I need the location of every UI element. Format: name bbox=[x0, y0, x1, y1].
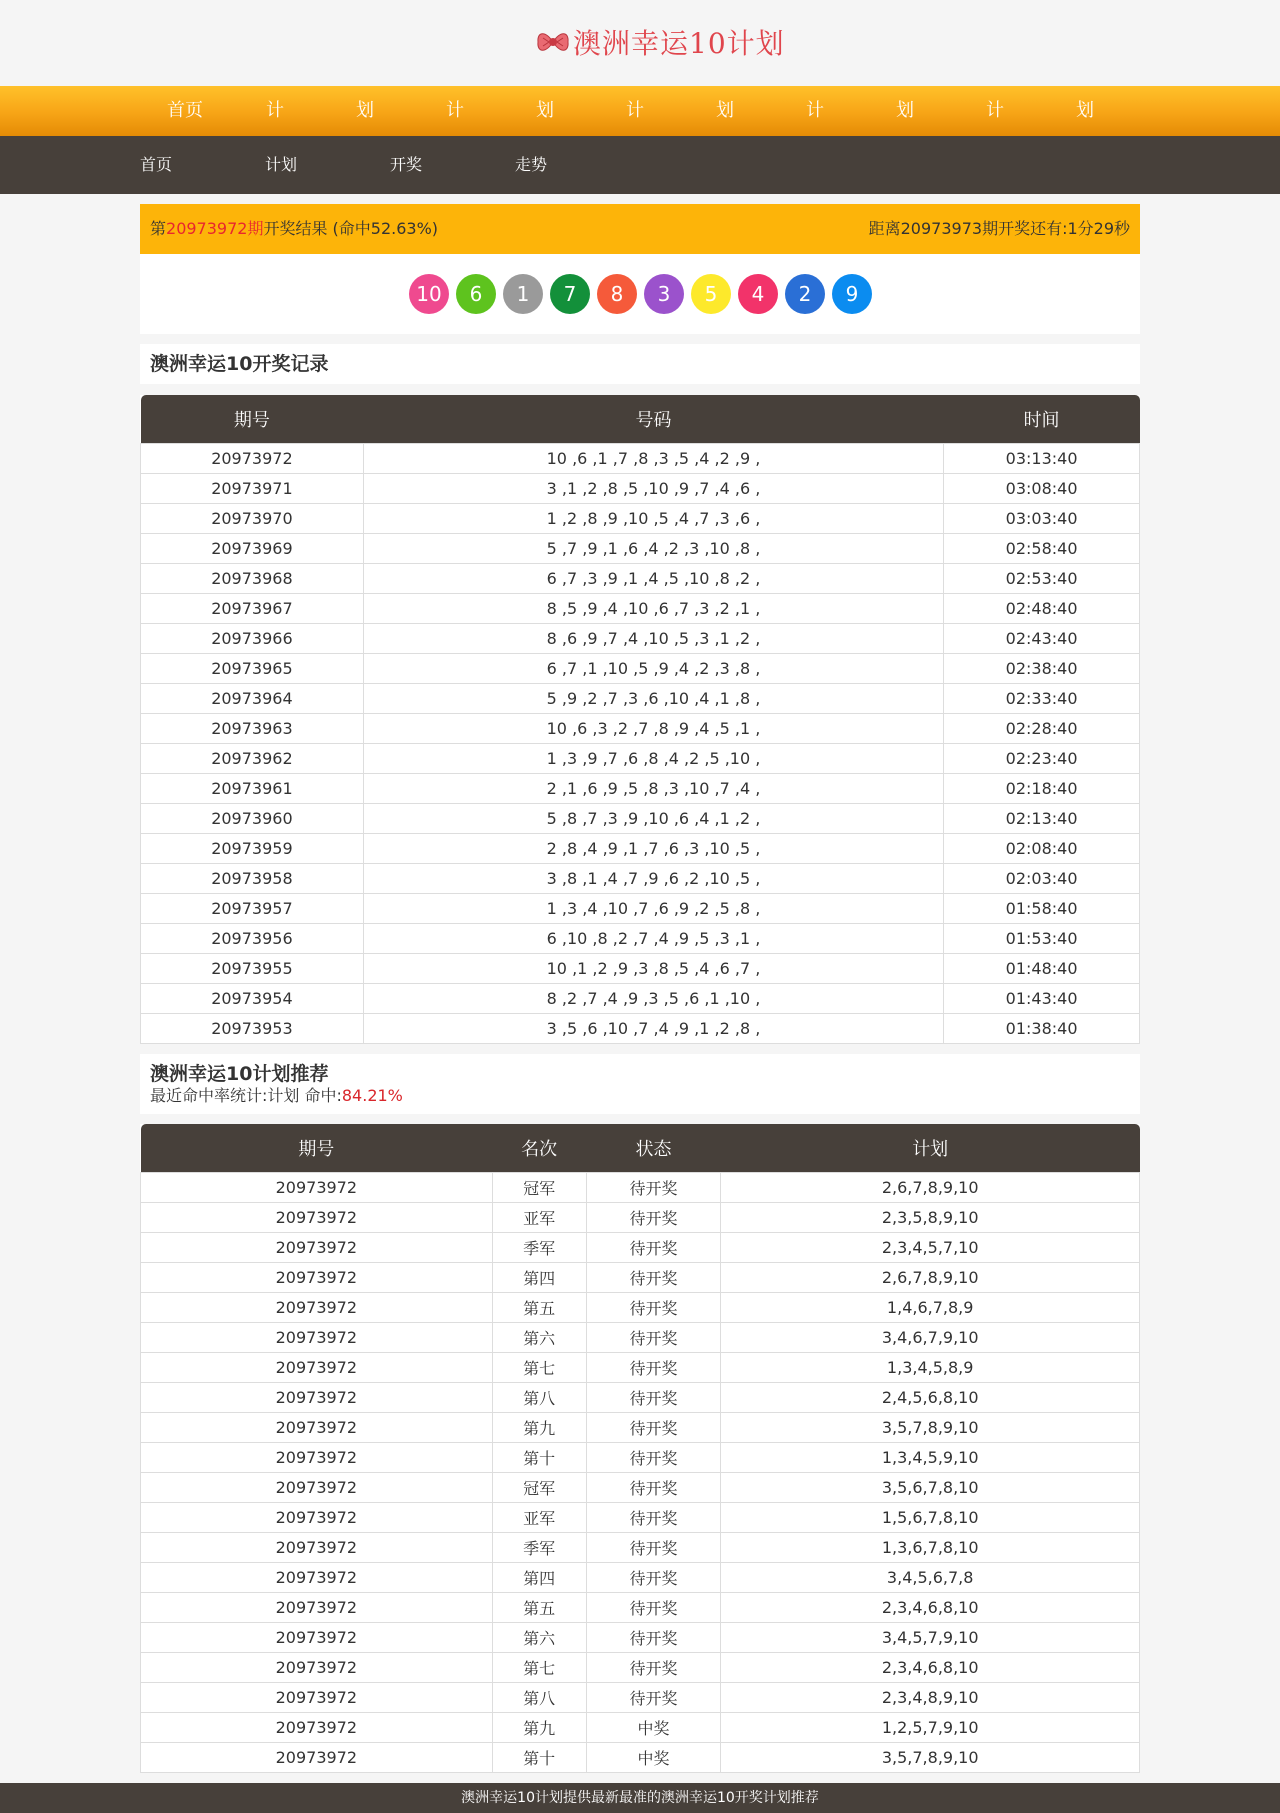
table-cell: 冠军 bbox=[492, 1472, 586, 1502]
main-nav-item[interactable]: 划 bbox=[896, 100, 914, 121]
table-cell: 20973972 bbox=[141, 1502, 493, 1532]
table-row bbox=[141, 1532, 1140, 1562]
table-cell: 2 ,8 ,4 ,9 ,1 ,7 ,6 ,3 ,10 ,5 , bbox=[363, 833, 943, 863]
table-cell: 2,4,5,6,8,10 bbox=[721, 1382, 1140, 1412]
col-position: 名次 bbox=[521, 1138, 558, 1160]
table-cell: 第六 bbox=[492, 1622, 586, 1652]
draw-ball: 10 bbox=[409, 274, 449, 314]
table-cell: 20973972 bbox=[141, 1352, 493, 1382]
table-cell: 待开奖 bbox=[586, 1352, 721, 1382]
table-cell: 3 ,8 ,1 ,4 ,7 ,9 ,6 ,2 ,10 ,5 , bbox=[363, 863, 943, 893]
table-row bbox=[141, 1382, 1140, 1412]
table-cell: 第九 bbox=[492, 1712, 586, 1742]
table-cell: 8 ,5 ,9 ,4 ,10 ,6 ,7 ,3 ,2 ,1 , bbox=[363, 593, 943, 623]
table-row bbox=[141, 923, 1140, 953]
table-row bbox=[141, 1652, 1140, 1682]
table-cell: 03:08:40 bbox=[944, 473, 1140, 503]
table-cell: 8 ,2 ,7 ,4 ,9 ,3 ,5 ,6 ,1 ,10 , bbox=[363, 983, 943, 1013]
table-cell: 2,6,7,8,9,10 bbox=[721, 1172, 1140, 1202]
table-cell: 20973972 bbox=[141, 1712, 493, 1742]
table-cell: 2,3,4,8,9,10 bbox=[721, 1682, 1140, 1712]
table-cell: 10 ,6 ,1 ,7 ,8 ,3 ,5 ,4 ,2 ,9 , bbox=[363, 443, 943, 473]
table-row bbox=[141, 803, 1140, 833]
table-cell: 待开奖 bbox=[586, 1622, 721, 1652]
table-cell: 20973959 bbox=[141, 833, 364, 863]
history-section-header bbox=[140, 344, 1140, 384]
draw-ball: 4 bbox=[738, 274, 778, 314]
table-row bbox=[141, 1622, 1140, 1652]
table-row bbox=[141, 1172, 1140, 1202]
table-row bbox=[141, 563, 1140, 593]
table-row bbox=[141, 533, 1140, 563]
table-row bbox=[141, 443, 1140, 473]
plan-table bbox=[140, 1124, 1140, 1773]
table-cell: 20973972 bbox=[141, 1742, 493, 1772]
table-cell: 2,3,4,5,7,10 bbox=[721, 1232, 1140, 1262]
table-cell: 20973972 bbox=[141, 1472, 493, 1502]
table-cell: 1,3,4,5,9,10 bbox=[721, 1442, 1140, 1472]
table-cell: 20973967 bbox=[141, 593, 364, 623]
draw-ball: 1 bbox=[503, 274, 543, 314]
table-row bbox=[141, 1013, 1140, 1043]
table-cell: 待开奖 bbox=[586, 1502, 721, 1532]
col-status: 状态 bbox=[635, 1138, 672, 1160]
table-cell: 待开奖 bbox=[586, 1202, 721, 1232]
table-cell: 待开奖 bbox=[586, 1412, 721, 1442]
table-cell: 20973954 bbox=[141, 983, 364, 1013]
table-cell: 3,5,7,8,9,10 bbox=[721, 1742, 1140, 1772]
table-cell: 01:58:40 bbox=[944, 893, 1140, 923]
table-cell: 待开奖 bbox=[586, 1232, 721, 1262]
table-cell: 20973972 bbox=[141, 443, 364, 473]
table-cell: 待开奖 bbox=[586, 1172, 721, 1202]
table-row bbox=[141, 1742, 1140, 1772]
table-cell: 6 ,10 ,8 ,2 ,7 ,4 ,9 ,5 ,3 ,1 , bbox=[363, 923, 943, 953]
table-cell: 02:38:40 bbox=[944, 653, 1140, 683]
table-cell: 01:48:40 bbox=[944, 953, 1140, 983]
table-row bbox=[141, 1202, 1140, 1232]
table-cell: 02:43:40 bbox=[944, 623, 1140, 653]
sub-nav-item[interactable]: 计划 bbox=[265, 155, 298, 174]
table-cell: 5 ,7 ,9 ,1 ,6 ,4 ,2 ,3 ,10 ,8 , bbox=[363, 533, 943, 563]
draw-ball: 8 bbox=[597, 274, 637, 314]
table-cell: 20973960 bbox=[141, 803, 364, 833]
table-cell: 02:03:40 bbox=[944, 863, 1140, 893]
col-time: 时间 bbox=[1023, 409, 1060, 431]
table-row bbox=[141, 1682, 1140, 1712]
sub-nav-item[interactable]: 首页 bbox=[140, 155, 173, 174]
table-cell: 亚军 bbox=[492, 1202, 586, 1232]
table-cell: 20973972 bbox=[141, 1562, 493, 1592]
table-row bbox=[141, 863, 1140, 893]
table-cell: 冠军 bbox=[492, 1172, 586, 1202]
table-cell: 02:13:40 bbox=[944, 803, 1140, 833]
table-row bbox=[141, 1472, 1140, 1502]
draw-status-bar bbox=[140, 204, 1140, 254]
table-cell: 1,5,6,7,8,10 bbox=[721, 1502, 1140, 1532]
table-cell: 中奖 bbox=[586, 1712, 721, 1742]
table-cell: 20973958 bbox=[141, 863, 364, 893]
table-row bbox=[141, 683, 1140, 713]
table-cell: 20973955 bbox=[141, 953, 364, 983]
plan-header-row bbox=[141, 1124, 1140, 1172]
table-row bbox=[141, 1592, 1140, 1622]
table-cell: 20973961 bbox=[141, 773, 364, 803]
table-cell: 第五 bbox=[492, 1592, 586, 1622]
table-cell: 20973970 bbox=[141, 503, 364, 533]
table-cell: 3 ,5 ,6 ,10 ,7 ,4 ,9 ,1 ,2 ,8 , bbox=[363, 1013, 943, 1043]
main-nav-item[interactable]: 划 bbox=[1076, 100, 1094, 121]
site-logo[interactable] bbox=[535, 22, 785, 62]
col-numbers: 号码 bbox=[635, 409, 672, 431]
footer: 澳洲幸运10计划提供最新最准的澳洲幸运10开奖计划推荐 bbox=[0, 1783, 1280, 1813]
table-row bbox=[141, 833, 1140, 863]
table-row bbox=[141, 953, 1140, 983]
main-nav bbox=[0, 86, 1280, 136]
table-cell: 2,6,7,8,9,10 bbox=[721, 1262, 1140, 1292]
table-row bbox=[141, 713, 1140, 743]
table-row bbox=[141, 1232, 1140, 1262]
status-prefix: 第 bbox=[150, 219, 167, 238]
table-cell: 待开奖 bbox=[586, 1262, 721, 1292]
table-cell: 待开奖 bbox=[586, 1532, 721, 1562]
table-cell: 季军 bbox=[492, 1232, 586, 1262]
table-cell: 1,3,6,7,8,10 bbox=[721, 1532, 1140, 1562]
table-cell: 2,3,4,6,8,10 bbox=[721, 1652, 1140, 1682]
table-cell: 1 ,3 ,9 ,7 ,6 ,8 ,4 ,2 ,5 ,10 , bbox=[363, 743, 943, 773]
table-cell: 02:48:40 bbox=[944, 593, 1140, 623]
table-cell: 待开奖 bbox=[586, 1652, 721, 1682]
table-row bbox=[141, 1292, 1140, 1322]
table-cell: 1,4,6,7,8,9 bbox=[721, 1292, 1140, 1322]
table-cell: 中奖 bbox=[586, 1742, 721, 1772]
draw-ball: 5 bbox=[691, 274, 731, 314]
table-cell: 5 ,8 ,7 ,3 ,9 ,10 ,6 ,4 ,1 ,2 , bbox=[363, 803, 943, 833]
table-cell: 第四 bbox=[492, 1562, 586, 1592]
table-cell: 2,3,5,8,9,10 bbox=[721, 1202, 1140, 1232]
table-cell: 20973966 bbox=[141, 623, 364, 653]
table-cell: 20973972 bbox=[141, 1262, 493, 1292]
plan-section-header bbox=[140, 1054, 1140, 1114]
table-cell: 第六 bbox=[492, 1322, 586, 1352]
main-nav-item[interactable]: 划 bbox=[536, 100, 554, 121]
current-issue: 20973972 bbox=[166, 219, 248, 238]
table-cell: 20973972 bbox=[141, 1382, 493, 1412]
table-cell: 第八 bbox=[492, 1682, 586, 1712]
table-cell: 20973968 bbox=[141, 563, 364, 593]
table-row bbox=[141, 1262, 1140, 1292]
main-nav-item[interactable]: 首页 bbox=[167, 100, 203, 121]
main-nav-item[interactable]: 划 bbox=[716, 100, 734, 121]
table-cell: 20973957 bbox=[141, 893, 364, 923]
table-cell: 20973963 bbox=[141, 713, 364, 743]
next-draw-countdown: 距离20973973期开奖还有:1分29秒 bbox=[868, 219, 1130, 238]
table-cell: 20973972 bbox=[141, 1172, 493, 1202]
table-cell: 20973972 bbox=[141, 1652, 493, 1682]
table-cell: 6 ,7 ,3 ,9 ,1 ,4 ,5 ,10 ,8 ,2 , bbox=[363, 563, 943, 593]
table-cell: 20973971 bbox=[141, 473, 364, 503]
table-cell: 待开奖 bbox=[586, 1682, 721, 1712]
table-row bbox=[141, 1322, 1140, 1352]
table-cell: 6 ,7 ,1 ,10 ,5 ,9 ,4 ,2 ,3 ,8 , bbox=[363, 653, 943, 683]
history-table bbox=[140, 395, 1140, 1044]
table-cell: 8 ,6 ,9 ,7 ,4 ,10 ,5 ,3 ,1 ,2 , bbox=[363, 623, 943, 653]
table-row bbox=[141, 593, 1140, 623]
draw-ball: 7 bbox=[550, 274, 590, 314]
history-title: 澳洲幸运10开奖记录 bbox=[150, 353, 329, 375]
table-cell: 20973965 bbox=[141, 653, 364, 683]
status-mid: 期 bbox=[247, 219, 264, 238]
table-row bbox=[141, 743, 1140, 773]
main-nav-item[interactable]: 计 bbox=[806, 100, 824, 121]
table-cell: 20973972 bbox=[141, 1412, 493, 1442]
table-row bbox=[141, 1502, 1140, 1532]
table-cell: 待开奖 bbox=[586, 1472, 721, 1502]
table-cell: 20973972 bbox=[141, 1202, 493, 1232]
table-cell: 20973972 bbox=[141, 1322, 493, 1352]
bow-icon bbox=[535, 24, 571, 60]
plan-hit-rate bbox=[150, 1086, 1130, 1106]
status-suffix: 开奖结果 (命中52.63%) bbox=[263, 219, 439, 238]
table-cell: 03:13:40 bbox=[944, 443, 1140, 473]
col-issue: 期号 bbox=[233, 409, 270, 431]
table-cell: 第十 bbox=[492, 1442, 586, 1472]
table-cell: 20973972 bbox=[141, 1292, 493, 1322]
table-cell: 20973964 bbox=[141, 683, 364, 713]
table-cell: 第五 bbox=[492, 1292, 586, 1322]
table-cell: 01:53:40 bbox=[944, 923, 1140, 953]
table-cell: 3,5,7,8,9,10 bbox=[721, 1412, 1140, 1442]
table-cell: 第七 bbox=[492, 1352, 586, 1382]
table-cell: 季军 bbox=[492, 1532, 586, 1562]
table-row bbox=[141, 773, 1140, 803]
table-row bbox=[141, 473, 1140, 503]
table-cell: 20973972 bbox=[141, 1592, 493, 1622]
sub-nav-item[interactable]: 开奖 bbox=[390, 155, 423, 174]
table-cell: 待开奖 bbox=[586, 1562, 721, 1592]
table-cell: 3,4,6,7,9,10 bbox=[721, 1322, 1140, 1352]
table-cell: 3 ,1 ,2 ,8 ,5 ,10 ,9 ,7 ,4 ,6 , bbox=[363, 473, 943, 503]
table-cell: 待开奖 bbox=[586, 1442, 721, 1472]
table-cell: 2,3,4,6,8,10 bbox=[721, 1592, 1140, 1622]
sub-nav bbox=[0, 136, 1280, 194]
table-cell: 第四 bbox=[492, 1262, 586, 1292]
table-cell: 第七 bbox=[492, 1652, 586, 1682]
table-cell: 1,3,4,5,8,9 bbox=[721, 1352, 1140, 1382]
table-cell: 20973972 bbox=[141, 1682, 493, 1712]
main-nav-item[interactable]: 计 bbox=[626, 100, 644, 121]
draw-ball: 3 bbox=[644, 274, 684, 314]
table-cell: 第十 bbox=[492, 1742, 586, 1772]
table-cell: 20973953 bbox=[141, 1013, 364, 1043]
table-cell: 02:53:40 bbox=[944, 563, 1140, 593]
table-row bbox=[141, 653, 1140, 683]
last-draw-result bbox=[150, 204, 438, 254]
draw-balls-panel bbox=[140, 254, 1140, 334]
table-cell: 3,4,5,6,7,8 bbox=[721, 1562, 1140, 1592]
col-plan: 计划 bbox=[912, 1138, 949, 1160]
table-cell: 20973969 bbox=[141, 533, 364, 563]
table-cell: 1 ,3 ,4 ,10 ,7 ,6 ,9 ,2 ,5 ,8 , bbox=[363, 893, 943, 923]
table-row bbox=[141, 1442, 1140, 1472]
draw-ball: 2 bbox=[785, 274, 825, 314]
main-nav-item[interactable]: 计 bbox=[266, 100, 284, 121]
logo-bar bbox=[0, 0, 1280, 86]
table-cell: 20973972 bbox=[141, 1532, 493, 1562]
main-nav-item[interactable]: 划 bbox=[356, 100, 374, 121]
table-cell: 02:33:40 bbox=[944, 683, 1140, 713]
table-cell: 02:28:40 bbox=[944, 713, 1140, 743]
table-cell: 1,2,5,7,9,10 bbox=[721, 1712, 1140, 1742]
table-cell: 02:58:40 bbox=[944, 533, 1140, 563]
plan-title: 澳洲幸运10计划推荐 bbox=[150, 1063, 329, 1085]
table-cell: 第九 bbox=[492, 1412, 586, 1442]
table-cell: 10 ,1 ,2 ,9 ,3 ,8 ,5 ,4 ,6 ,7 , bbox=[363, 953, 943, 983]
table-cell: 3,4,5,7,9,10 bbox=[721, 1622, 1140, 1652]
table-row bbox=[141, 1562, 1140, 1592]
table-cell: 02:08:40 bbox=[944, 833, 1140, 863]
table-cell: 第八 bbox=[492, 1382, 586, 1412]
table-cell: 5 ,9 ,2 ,7 ,3 ,6 ,10 ,4 ,1 ,8 , bbox=[363, 683, 943, 713]
hit-rate-value: 84.21% bbox=[341, 1086, 403, 1105]
draw-ball: 9 bbox=[832, 274, 872, 314]
table-cell: 02:23:40 bbox=[944, 743, 1140, 773]
table-cell: 01:43:40 bbox=[944, 983, 1140, 1013]
table-cell: 1 ,2 ,8 ,9 ,10 ,5 ,4 ,7 ,3 ,6 , bbox=[363, 503, 943, 533]
table-cell: 20973956 bbox=[141, 923, 364, 953]
table-cell: 待开奖 bbox=[586, 1322, 721, 1352]
table-cell: 20973962 bbox=[141, 743, 364, 773]
table-row bbox=[141, 983, 1140, 1013]
table-cell: 待开奖 bbox=[586, 1592, 721, 1622]
table-row bbox=[141, 893, 1140, 923]
table-row bbox=[141, 1412, 1140, 1442]
logo-text: 澳洲幸运10计划 bbox=[573, 27, 785, 60]
table-cell: 01:38:40 bbox=[944, 1013, 1140, 1043]
hit-rate-label: 最近命中率统计:计划 命中: bbox=[150, 1086, 342, 1105]
table-row bbox=[141, 1352, 1140, 1382]
table-cell: 待开奖 bbox=[586, 1382, 721, 1412]
table-row bbox=[141, 1712, 1140, 1742]
col-issue: 期号 bbox=[298, 1138, 335, 1160]
table-row bbox=[141, 503, 1140, 533]
table-cell: 20973972 bbox=[141, 1232, 493, 1262]
draw-ball: 6 bbox=[456, 274, 496, 314]
draw-balls bbox=[409, 274, 879, 314]
table-cell: 10 ,6 ,3 ,2 ,7 ,8 ,9 ,4 ,5 ,1 , bbox=[363, 713, 943, 743]
table-row bbox=[141, 623, 1140, 653]
table-cell: 亚军 bbox=[492, 1502, 586, 1532]
history-header-row bbox=[141, 395, 1140, 443]
table-cell: 待开奖 bbox=[586, 1292, 721, 1322]
table-cell: 3,5,6,7,8,10 bbox=[721, 1472, 1140, 1502]
table-cell: 20973972 bbox=[141, 1622, 493, 1652]
main-nav-item[interactable]: 计 bbox=[986, 100, 1004, 121]
table-cell: 03:03:40 bbox=[944, 503, 1140, 533]
table-cell: 20973972 bbox=[141, 1442, 493, 1472]
main-nav-item[interactable]: 计 bbox=[446, 100, 464, 121]
table-cell: 02:18:40 bbox=[944, 773, 1140, 803]
table-cell: 2 ,1 ,6 ,9 ,5 ,8 ,3 ,10 ,7 ,4 , bbox=[363, 773, 943, 803]
sub-nav-item[interactable]: 走势 bbox=[515, 155, 548, 174]
